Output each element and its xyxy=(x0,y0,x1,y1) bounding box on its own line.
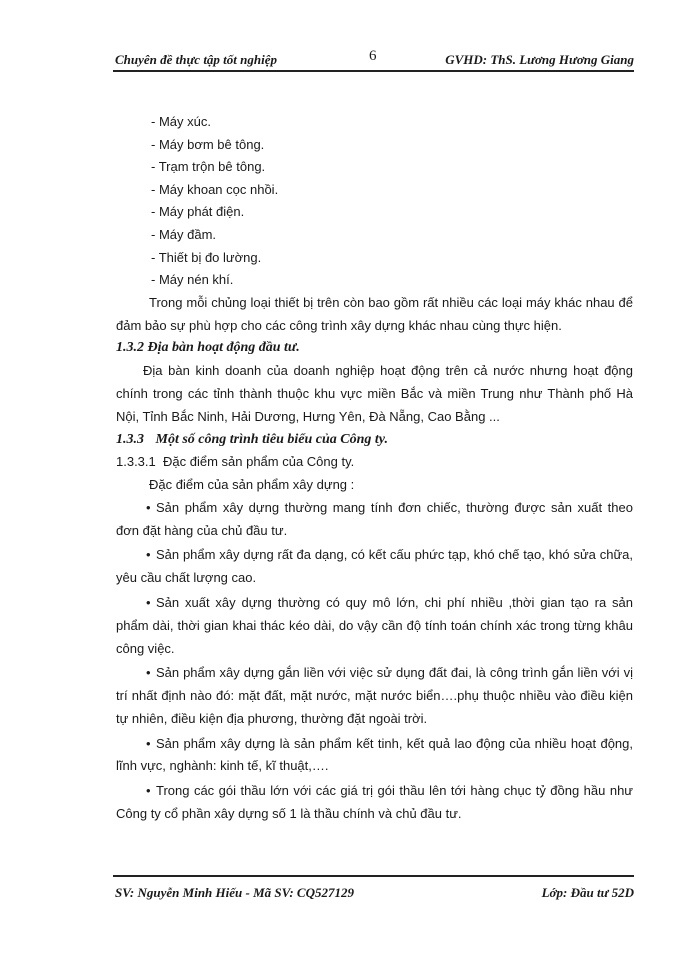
bullet-icon: • xyxy=(146,547,151,563)
list-item: - Máy xúc. xyxy=(151,114,211,129)
section-132-body: Địa bàn kinh doanh của doanh nghiệp hoạt động trên cả nước nhưng hoạt động chính trong các tỉnh thành thuộc khu vực miền Bắc và miền Trung như Thành phố Hà Nội, Tỉnh Bắc Ninh, Hải Dương, Hưng Yên, Đà Nẵng, Cao Bằng ... xyxy=(116,363,633,424)
bullet-icon: • xyxy=(146,735,151,751)
bullet-item xyxy=(116,592,633,660)
footer-class-info: Lớp: Đầu tư 52D xyxy=(541,885,634,900)
list-item: - Trạm trộn bê tông. xyxy=(151,159,266,175)
page-footer xyxy=(113,875,634,899)
bullet-icon: • xyxy=(146,499,151,515)
list-item: - Thiết bị đo lường. xyxy=(151,249,262,265)
list-item: - Máy khoan cọc nhồi. xyxy=(151,181,279,197)
section-132-heading: 1.3.2 Địa bàn hoạt động đầu tư. xyxy=(116,340,300,356)
equipment-note: Trong mỗi chủng loại thiết bị trên còn bao gồm rất nhiều các loại máy khác nhau để đảm bảo sự phù hợp cho các công trình xây dựng khác nhau cùng thực hiện. xyxy=(116,294,633,333)
bullet-text: Sản phẩm xây dựng là sản phẩm kết tinh, kết quả lao động của nhiều hoạt động, lĩnh vực, nghành: kinh tế, kĩ thuật,…. xyxy=(116,735,633,774)
bullet-item xyxy=(116,544,633,590)
equipment-list xyxy=(116,111,633,292)
section-133-number: 1.3.3 xyxy=(116,431,144,447)
bullet-text: Trong các gói thầu lớn với các giá trị gói thầu lên tới hàng chục tỷ đồng hầu như Công ty cổ phần xây dựng số 1 là thầu chính và chủ đầu tư. xyxy=(116,783,633,822)
bullet-item xyxy=(116,780,633,826)
bullet-icon: • xyxy=(146,594,151,610)
bullet-text: Sản phẩm xây dựng thường mang tính đơn chiếc, thường được sản xuất theo đơn đặt hàng của chủ đầu tư. xyxy=(116,499,633,538)
bullet-text: Sản xuất xây dựng thường có quy mô lớn, chi phí nhiều ,thời gian tạo ra sản phẩm dài, thời gian khai thác kéo dài, do vậy cần độ tính toán chính xác trong từng khâu công việc. xyxy=(116,594,633,656)
bullet-icon: • xyxy=(146,783,151,799)
list-item: - Máy đầm. xyxy=(151,226,217,242)
list-item: - Máy bơm bê tông. xyxy=(151,136,265,152)
header-supervisor: GVHD: ThS. Lương Hương Giang xyxy=(445,52,634,67)
bullet-text: Sản phẩm xây dựng gắn liền với việc sử dụng đất đai, là công trình gắn liền với vị trí nhất định nào đó: mặt đất, mặt nước, mặt nước biển….phụ thuộc nhiều vào điều kiện tự nhiên, điều kiện địa phương, thường đặt ngoài trời. xyxy=(116,665,633,726)
header-document-title: Chuyên đề thực tập tốt nghiệp xyxy=(115,52,277,67)
page-number: 6 xyxy=(369,48,377,64)
list-item: - Máy phát điện. xyxy=(151,204,245,220)
bullet-icon: • xyxy=(146,665,151,681)
subsection-1331-heading xyxy=(116,451,633,474)
subsection-1331-title: Đặc điểm sản phẩm của Công ty. xyxy=(163,454,355,470)
bullet-item xyxy=(116,497,633,543)
product-characteristics-intro: Đặc điểm của sản phẩm xây dựng : xyxy=(149,476,355,492)
list-item: - Máy nén khí. xyxy=(151,272,234,288)
subsection-1331-number: 1.3.3.1 xyxy=(116,454,156,470)
bullet-text: Sản phẩm xây dựng rất đa dạng, có kết cấu phức tạp, khó chế tạo, khó sửa chữa, yêu cầu chất lượng cao. xyxy=(116,547,633,586)
bullet-item xyxy=(116,662,633,730)
page-body xyxy=(116,111,633,826)
page-header xyxy=(113,48,634,72)
section-133-heading xyxy=(116,429,633,452)
footer-student-info: SV: Nguyễn Minh Hiếu - Mã SV: CQ527129 xyxy=(115,885,354,900)
bullet-item xyxy=(116,733,633,779)
section-133-title: Một số công trình tiêu biểu của Công ty. xyxy=(155,431,388,447)
